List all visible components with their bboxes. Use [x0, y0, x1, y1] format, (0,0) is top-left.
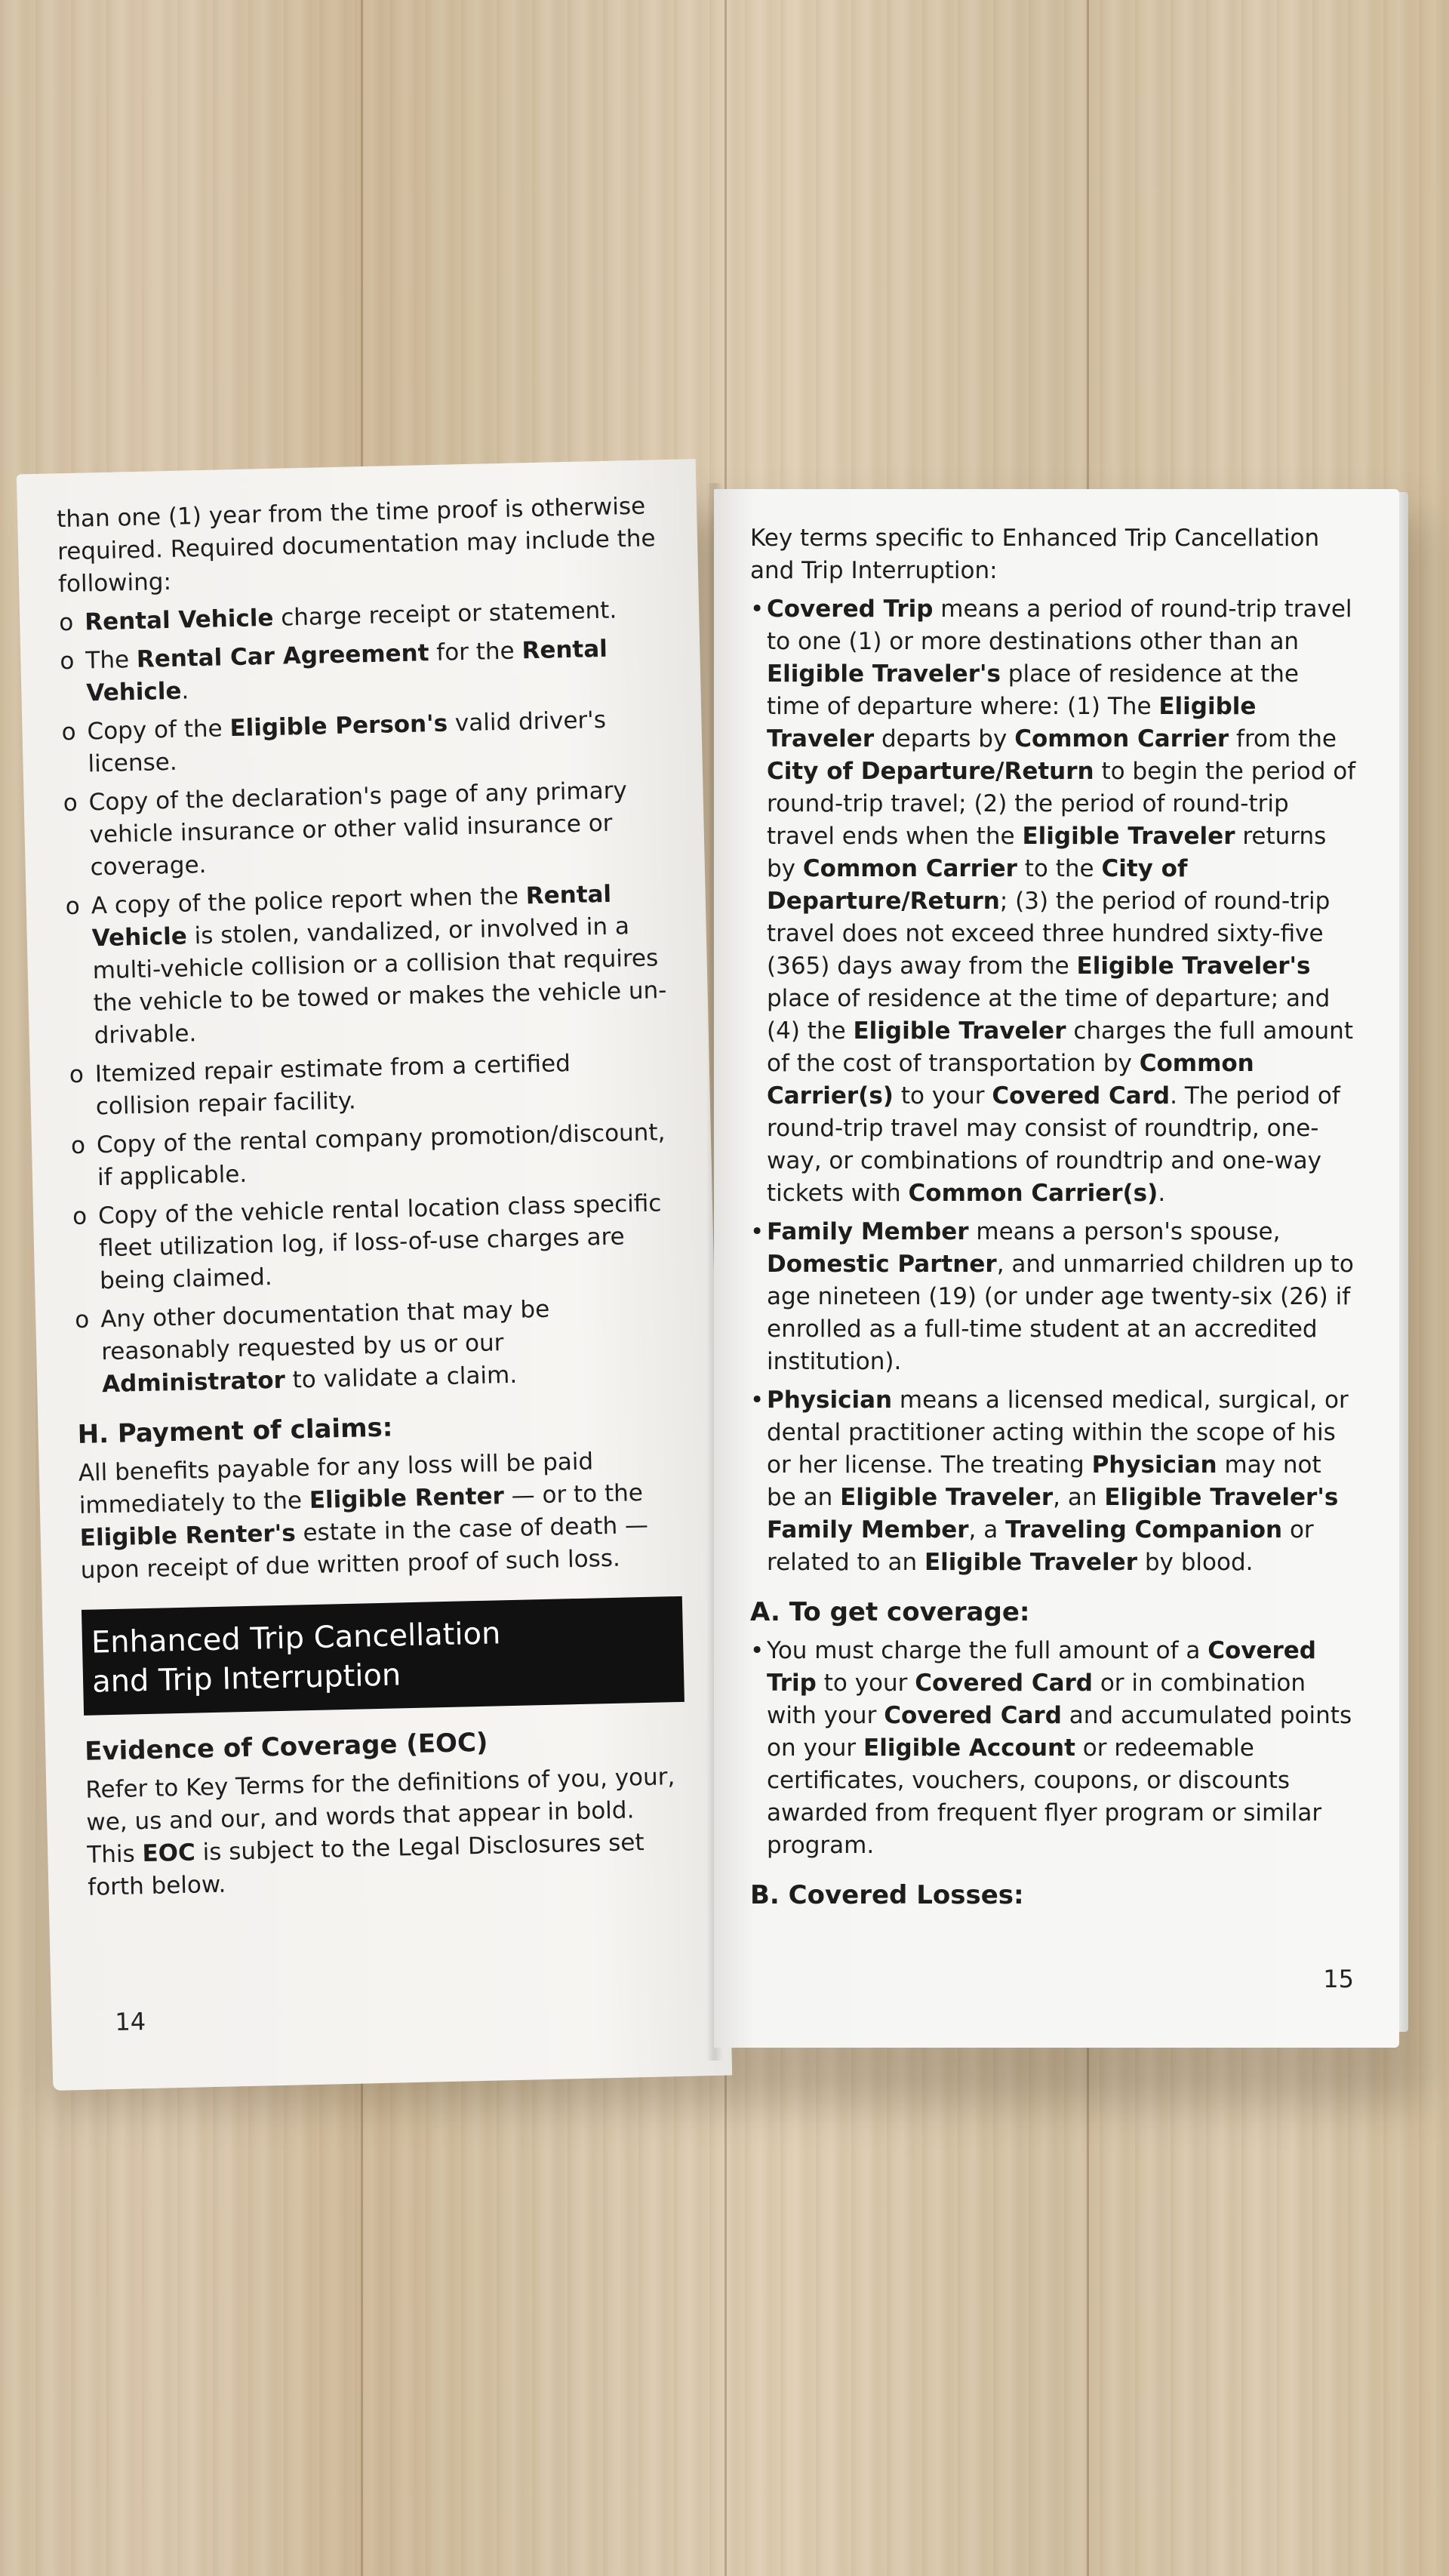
text-run: may not be an [767, 1451, 1321, 1511]
page-stack-edge [1398, 492, 1408, 2032]
bold-term: Rental Vehicle [91, 880, 612, 953]
right-intro: Key terms specific to Enhanced Trip Cancellation and Trip Interruption: [750, 525, 1320, 584]
bold-term: Eligible Traveler [853, 1017, 1066, 1045]
text-run: and accumulated points on your [767, 1702, 1352, 1762]
text-run: Itemized repair estimate from a certified collision repair facility. [94, 1050, 571, 1121]
eoc-heading: Evidence of Coverage (EOC) [84, 1727, 488, 1767]
list-item [75, 1291, 678, 1402]
text-run: is subject to the Legal Disclosures set forth below. [87, 1829, 645, 1901]
text-run: place of residence at the time of departure; and (4) the [767, 985, 1331, 1045]
bold-term: Eligible Traveler's Family Member [767, 1484, 1339, 1543]
section-h-heading: H. Payment of claims: [77, 1412, 393, 1450]
text-run: charges the full amount of the cost of transportation by [767, 1017, 1353, 1077]
list-item [69, 1045, 671, 1124]
list-item [750, 1216, 1357, 1378]
bullet-marker: • [750, 596, 764, 623]
bullet-marker: o [72, 1202, 88, 1231]
text-run: Copy of the declaration's page of any primary vehicle insurance or other valid insurance or coverage. [88, 777, 628, 882]
text-run: ; (3) the period of round-trip travel does not exceed three hundred sixty-five (365) days away from the [767, 888, 1331, 980]
bold-term: Rental Car Agreement [136, 639, 429, 673]
key-terms-list [750, 593, 1357, 1579]
list-item [65, 877, 669, 1053]
bold-term: Common Carrier(s) [767, 1050, 1254, 1109]
bold-term: Eligible Traveler [1022, 823, 1235, 850]
bold-term: Eligible Traveler [840, 1484, 1054, 1511]
bullet-marker: o [65, 892, 81, 921]
bold-term: Domestic Partner [767, 1251, 997, 1278]
bold-term: Eligible Renter [309, 1482, 505, 1515]
bold-term: Covered Card [915, 1670, 1093, 1697]
page-number-right: 15 [1323, 1965, 1354, 1993]
text-run: Refer to Key Terms for the definitions of you, your, we, us and our, and words that appear in bold. This [85, 1763, 675, 1869]
bullet-marker: o [70, 1131, 86, 1160]
left-intro: than one (1) year from the time proof is otherwise required. Required documentation may include the following: [56, 492, 656, 599]
text-run: to begin the period of round-trip travel; (2) the period of round-trip travel ends when the [767, 758, 1356, 850]
text-run: . The period of round-trip travel may consist of roundtrip, one-way, or combinations of roundtrip and one-way tickets with [767, 1082, 1340, 1207]
bold-term: City of Departure/Return [767, 855, 1188, 915]
text-run: The [85, 645, 137, 675]
bold-term: Eligible Person's [229, 709, 448, 743]
bullet-marker: o [60, 647, 75, 676]
text-run: from the [1229, 725, 1337, 752]
text-run: , and unmarried children up to age nineteen (19) (or under age twenty-six (26) if enrolled as a full-time student at an accredited institution). [767, 1251, 1354, 1375]
text-run: or in combination with your [767, 1670, 1306, 1729]
bullet-marker: o [61, 718, 76, 746]
page-number-left: 14 [114, 2007, 146, 2037]
bold-term: Rental Vehicle [86, 635, 608, 707]
documentation-list [59, 593, 678, 1402]
section-b-heading: B. Covered Losses: [750, 1880, 1024, 1910]
bold-term: Covered Card [992, 1082, 1171, 1109]
bold-term: City of Departure/Return [767, 758, 1094, 785]
bold-term: Common Carrier(s) [908, 1180, 1158, 1207]
list-item [63, 774, 666, 885]
bold-term: Covered Card [884, 1702, 1062, 1729]
text-run: , an [1053, 1484, 1105, 1511]
bold-term: Eligible Traveler's [767, 660, 1001, 688]
bullet-marker: • [750, 1218, 764, 1245]
bold-term: Family Member [767, 1218, 969, 1245]
section-banner [82, 1596, 685, 1716]
text-run: for the [429, 637, 522, 667]
bullet-marker: o [74, 1306, 90, 1334]
text-run: You must charge the full amount of a [767, 1637, 1208, 1664]
text-run: or redeemable certificates, vouchers, coupons, or discounts awarded from frequent flyer program or similar program. [767, 1734, 1322, 1859]
list-item [750, 593, 1357, 1210]
coverage-list [750, 1635, 1357, 1862]
left-page [17, 459, 732, 2091]
bullet-marker: o [63, 789, 78, 817]
list-item [72, 1187, 675, 1298]
right-page [714, 489, 1399, 2048]
text-run: to the [1017, 855, 1102, 882]
bullet-marker: o [58, 608, 74, 637]
bullet-marker: o [69, 1060, 85, 1089]
bold-term: Rental Vehicle [84, 604, 274, 636]
text-run: departs by [874, 725, 1015, 752]
section-h-paragraph [78, 1444, 681, 1587]
text-run: . [1158, 1180, 1166, 1207]
bold-term: Eligible Traveler's [1076, 953, 1311, 980]
bold-term: Eligible Account [863, 1734, 1075, 1762]
bold-term: Eligible Traveler [767, 693, 1257, 752]
text-run: place of residence at the time of departure where: (1) The [767, 660, 1299, 720]
list-item [750, 1384, 1357, 1579]
text-run: Copy of the [87, 715, 230, 746]
bold-term: Eligible Renter's [79, 1519, 297, 1552]
bold-term: Administrator [101, 1366, 286, 1399]
text-run: or related to an [767, 1516, 1314, 1576]
text-run: means a person's spouse, [968, 1218, 1281, 1245]
text-run: to your [893, 1082, 992, 1109]
text-run: Copy of the rental company promotion/discount, if applicable. [96, 1119, 666, 1192]
text-run: A copy of the police report when the [91, 882, 527, 920]
bold-term: Common Carrier [1014, 725, 1229, 752]
text-run: — or to the [503, 1479, 644, 1510]
text-run: to your [816, 1670, 915, 1697]
bold-term: Physician [767, 1386, 893, 1414]
bullet-marker: • [750, 1386, 764, 1414]
text-run: means a licensed medical, surgical, or dental practitioner acting within the scope of his or her license. The treating [767, 1386, 1349, 1479]
text-run: All benefits payable for any loss will be paid immediately to the [78, 1448, 594, 1519]
eoc-paragraph [85, 1761, 689, 1904]
bold-term: Traveling Companion [1005, 1516, 1283, 1543]
text-run: valid driver's license. [88, 706, 607, 778]
bold-term: Covered Trip [767, 596, 934, 623]
bold-term: Physician [1091, 1451, 1217, 1479]
bold-term: Covered Trip [767, 1637, 1316, 1697]
text-run: estate in the case of death — upon receipt of due written proof of such loss. [80, 1511, 649, 1584]
text-run: Any other documentation that may be reasonably requested by us or our [100, 1295, 550, 1366]
list-item [71, 1116, 673, 1195]
text-run: is stolen, vandalized, or involved in a multi-vehicle collision or a collision that requires the vehicle to be towed or makes the vehicle un-drivable. [92, 913, 667, 1050]
bold-term: Common Carrier [802, 855, 1017, 882]
list-item [60, 632, 662, 710]
bold-term: Eligible Traveler [924, 1549, 1137, 1576]
text-run: . [181, 677, 189, 705]
list-item [59, 593, 660, 639]
list-item [750, 1635, 1357, 1862]
list-item [61, 703, 663, 781]
text-run: charge receipt or statement. [272, 596, 617, 632]
bullet-marker: • [750, 1637, 764, 1664]
text-run: means a period of round-trip travel to one (1) or more destinations other than an [767, 596, 1352, 655]
text-run: , a [968, 1516, 1006, 1543]
section-a-heading: A. To get coverage: [750, 1597, 1030, 1627]
text-run: to validate a claim. [285, 1361, 518, 1394]
text-run: by blood. [1137, 1549, 1254, 1576]
bold-term: EOC [142, 1839, 196, 1868]
text-run: Copy of the vehicle rental location class specific fleet utilization log, if loss-of-use charges are being claimed. [97, 1190, 662, 1295]
banner-line-2: and Trip Interruption [91, 1657, 401, 1700]
text-run: returns by [767, 823, 1327, 882]
banner-line-1: Enhanced Trip Cancellation [91, 1616, 501, 1660]
